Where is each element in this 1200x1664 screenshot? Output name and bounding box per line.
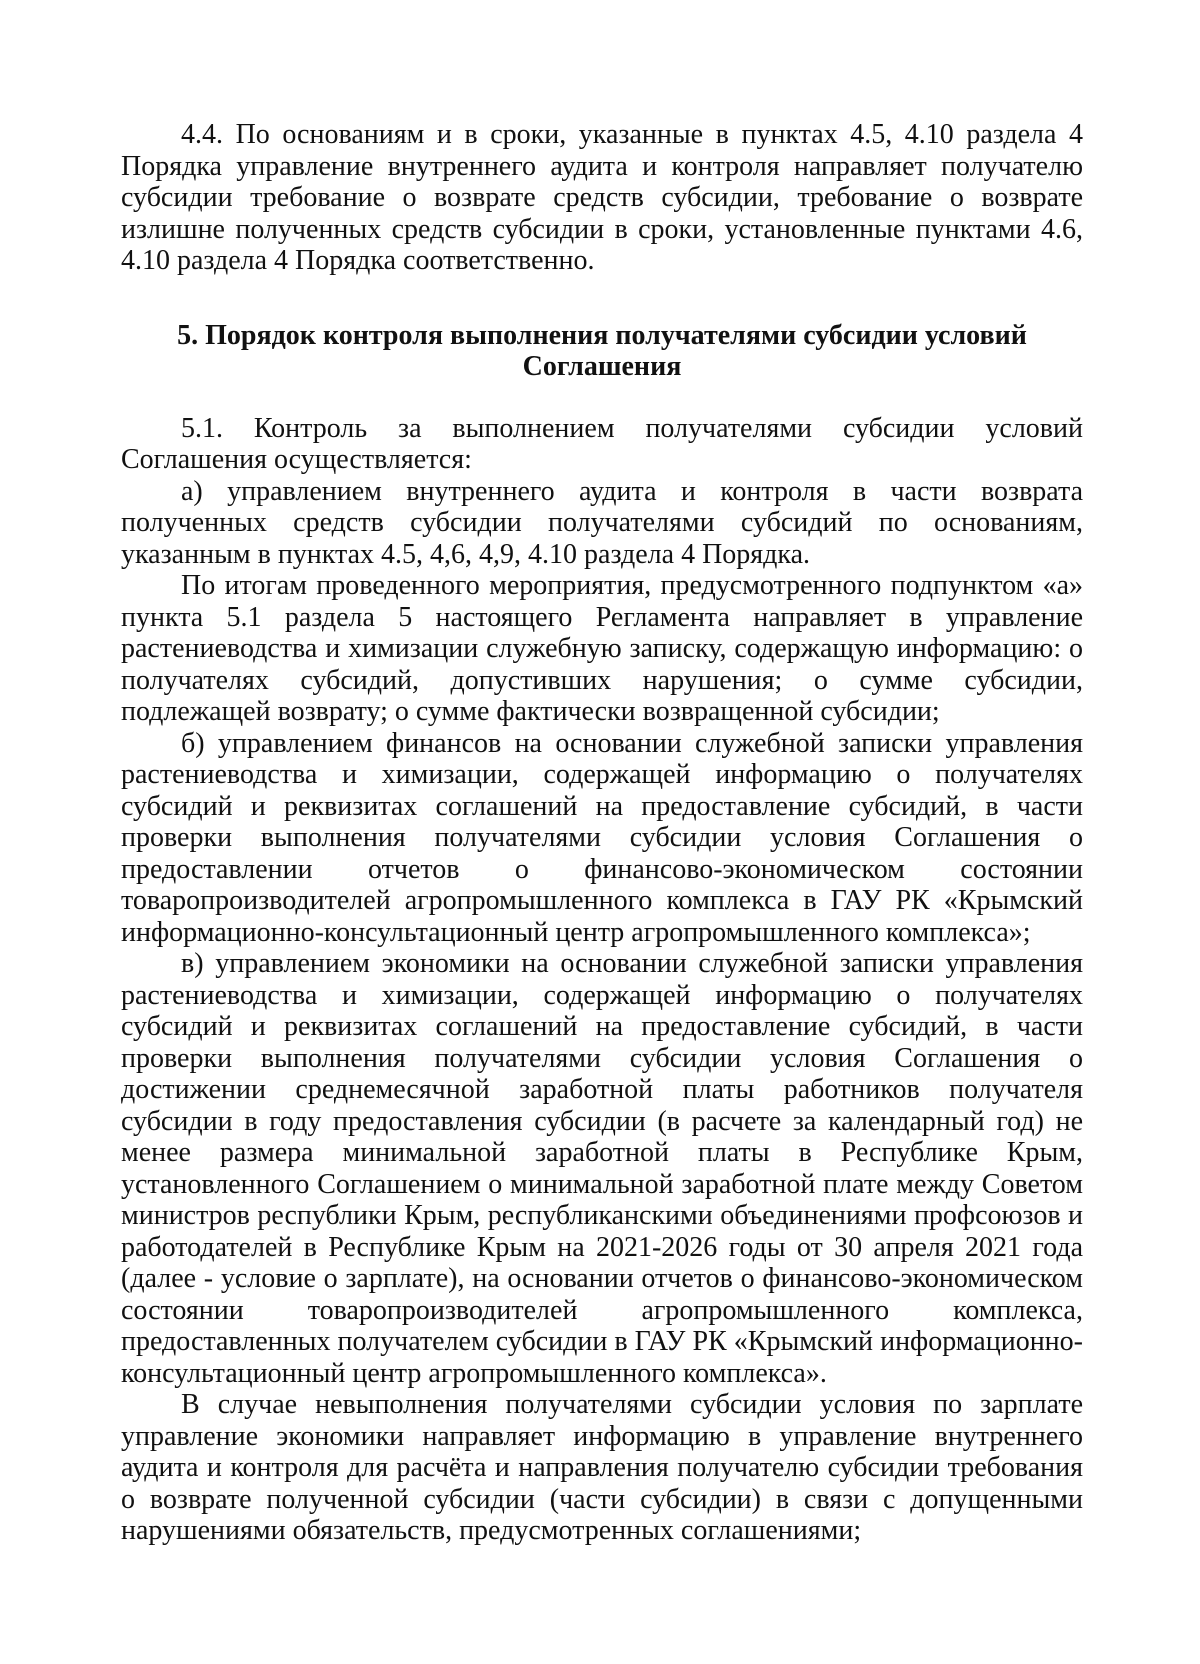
paragraph-5-1: 5.1. Контроль за выполнением получателями субсидии условий Соглашения осуществляется: <box>121 412 1083 475</box>
item-a: а) управлением внутреннего аудита и контроля в части возврата полученных средств субсидии получателями субсидий по основаниям, указанным в пунктах 4.5, 4,6, 4,9, 4.10 раздела 4 Порядка. <box>121 475 1083 570</box>
item-a-followup: По итогам проведенного мероприятия, предусмотренного подпунктом «а» пункта 5.1 раздела 5 настоящего Регламента направляет в управление растениеводства и химизации служебную записку, содержащую информацию: о получателях субсидий, допустивших нарушения; о сумме субсидии, подлежащей возврату; о сумме фактически возвращенной субсидии; <box>121 570 1083 727</box>
document-body <box>121 119 1083 1547</box>
section-5-heading <box>121 320 1083 382</box>
item-v: в) управлением экономики на основании служебной записки управления растениеводства и химизации, содержащей информацию о получателях субсидий и реквизитах соглашений на предоставление субсидий, в части проверки выполнения получателями субсидии условия Соглашения о достижении среднемесячной заработной платы работников получателя субсидии в году предоставления субсидии (в расчете за календарный год) не менее размера минимальной заработной платы в Республике Крым, установленного Соглашением о минимальной заработной плате между Советом министров республики Крым, республиканскими объединениями профсоюзов и работодателей в Республике Крым на 2021-2026 годы от 30 апреля 2021 года (далее - условие о зарплате), на основании отчетов о финансово-экономическом состоянии товаропроизводителей агропромышленного комплекса, предоставленных получателем субсидии в ГАУ РК «Крымский информационно-консультационный центр агропромышленного комплекса». <box>121 948 1083 1389</box>
section-5-heading-line2: Соглашения <box>522 350 682 382</box>
item-b: б) управлением финансов на основании служебной записки управления растениеводства и химизации, содержащей информацию о получателях субсидий и реквизитах соглашений на предоставление субсидий, в части проверки выполнения получателями субсидии условия Соглашения о предоставлении отчетов о финансово-экономическом состоянии товаропроизводителей агропромышленного комплекса в ГАУ РК «Крымский информационно-консультационный центр агропромышленного комплекса»; <box>121 727 1083 948</box>
paragraph-4-4: 4.4. По основаниям и в сроки, указанные в пунктах 4.5, 4.10 раздела 4 Порядка управление внутреннего аудита и контроля направляет получателю субсидии требование о возврате средств субсидии, требование о возврате излишне полученных средств субсидии в сроки, установленные пунктами 4.6, 4.10 раздела 4 Порядка соответственно. <box>121 119 1083 276</box>
section-5-heading-line1: 5. Порядок контроля выполнения получателями субсидии условий <box>177 319 1027 351</box>
item-v-followup: В случае невыполнения получателями субсидии условия по зарплате управление экономики направляет информацию в управление внутреннего аудита и контроля для расчёта и направления получателю субсидии требования о возврате полученной субсидии (части субсидии) в связи с допущенными нарушениями обязательств, предусмотренных соглашениями; <box>121 1389 1083 1546</box>
